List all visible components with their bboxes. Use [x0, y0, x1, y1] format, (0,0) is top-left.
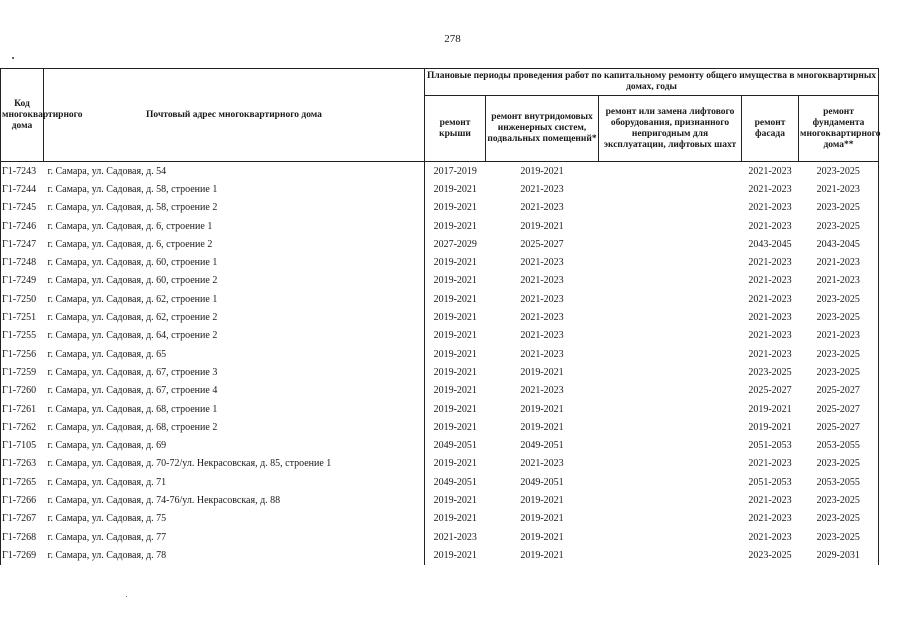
cell-elevator [599, 272, 742, 290]
cell-foundation: 2023-2025 [799, 308, 879, 326]
cell-facade: 2025-2027 [748, 385, 792, 397]
cell-facade: 2021-2023 [748, 513, 792, 525]
cell-code: Г1-7255 [1, 327, 44, 345]
cell-roof: 2019-2021 [433, 513, 477, 525]
cell-systems: 2019-2021 [520, 403, 564, 415]
cell-facade: 2021-2023 [748, 257, 792, 269]
table-row [1, 436, 879, 454]
cell-code: Г1-7265 [1, 473, 44, 491]
cell-systems: 2021-2023 [520, 385, 564, 397]
cell-address: г. Самара, ул. Садовая, д. 67, строение 3 [44, 363, 425, 381]
cell-elevator [599, 510, 742, 528]
cell-roof: 2019-2021 [433, 403, 477, 415]
cell-address: г. Самара, ул. Садовая, д. 58, строение 1 [44, 180, 425, 198]
cell-facade: 2019-2021 [748, 403, 792, 415]
table-row [1, 510, 879, 528]
header-facade: ремонт фасада [742, 96, 799, 162]
cell-code: Г1-7250 [1, 290, 44, 308]
cell-code: Г1-7262 [1, 418, 44, 436]
cell-roof: 2019-2021 [433, 366, 477, 378]
cell-foundation: 2023-2025 [799, 217, 879, 235]
table-row [1, 199, 879, 217]
table-row [1, 491, 879, 509]
cell-code: Г1-7263 [1, 455, 44, 473]
cell-address: г. Самара, ул. Садовая, д. 6, строение 1 [44, 217, 425, 235]
cell-foundation: 2023-2025 [799, 363, 879, 381]
cell-foundation: 2029-2031 [799, 546, 879, 564]
cell-facade: 2021-2023 [748, 348, 792, 360]
cell-roof: 2019-2021 [433, 275, 477, 287]
cell-elevator [599, 546, 742, 564]
cell-facade: 2023-2025 [748, 366, 792, 378]
cell-roof: 2019-2021 [433, 458, 477, 470]
table-row [1, 382, 879, 400]
cell-systems: 2019-2021 [520, 421, 564, 433]
table-row [1, 253, 879, 271]
cell-roof: 2019-2021 [433, 183, 477, 195]
cell-roof: 2019-2021 [433, 330, 477, 342]
cell-code: Г1-7249 [1, 272, 44, 290]
table-row [1, 455, 879, 473]
cell-systems: 2021-2023 [520, 257, 564, 269]
cell-address: г. Самара, ул. Садовая, д. 58, строение 2 [44, 199, 425, 217]
cell-facade: 2021-2023 [748, 165, 792, 177]
cell-systems: 2021-2023 [520, 330, 564, 342]
header-foundation: ремонт фундамента многоквартирного дома** [799, 96, 879, 162]
table-row [1, 345, 879, 363]
cell-address: г. Самара, ул. Садовая, д. 69 [44, 436, 425, 454]
cell-code: Г1-7261 [1, 400, 44, 418]
cell-foundation: 2023-2025 [799, 290, 879, 308]
cell-roof: 2019-2021 [433, 202, 477, 214]
cell-foundation: 2021-2023 [799, 272, 879, 290]
cell-foundation: 2043-2045 [799, 235, 879, 253]
cell-roof: 2027-2029 [433, 238, 477, 250]
cell-code: Г1-7268 [1, 528, 44, 546]
cell-elevator [599, 327, 742, 345]
cell-systems: 2019-2021 [520, 220, 564, 232]
table-row [1, 308, 879, 326]
cell-foundation: 2023-2025 [799, 455, 879, 473]
cell-address: г. Самара, ул. Садовая, д. 64, строение 2 [44, 327, 425, 345]
cell-code: Г1-7267 [1, 510, 44, 528]
cell-address: г. Самара, ул. Садовая, д. 68, строение 1 [44, 400, 425, 418]
cell-roof: 2021-2023 [433, 531, 477, 543]
cell-code: Г1-7243 [1, 162, 44, 181]
header-systems: ремонт внутридомовых инженерных систем, подвальных помещений* [486, 96, 599, 162]
scan-speck [126, 596, 127, 597]
cell-roof: 2019-2021 [433, 348, 477, 360]
cell-foundation: 2023-2025 [799, 199, 879, 217]
cell-foundation: 2025-2027 [799, 418, 879, 436]
table-row [1, 180, 879, 198]
cell-systems: 2019-2021 [520, 513, 564, 525]
cell-code: Г1-7245 [1, 199, 44, 217]
cell-facade: 2051-2053 [748, 440, 792, 452]
cell-facade: 2043-2045 [748, 238, 792, 250]
cell-code: Г1-7269 [1, 546, 44, 564]
cell-systems: 2021-2023 [520, 458, 564, 470]
cell-address: г. Самара, ул. Садовая, д. 65 [44, 345, 425, 363]
cell-foundation: 2025-2027 [799, 400, 879, 418]
cell-foundation: 2023-2025 [799, 528, 879, 546]
cell-address: г. Самара, ул. Садовая, д. 71 [44, 473, 425, 491]
cell-code: Г1-7247 [1, 235, 44, 253]
table-body [1, 162, 879, 565]
cell-code: Г1-7259 [1, 363, 44, 381]
cell-foundation: 2023-2025 [799, 162, 879, 181]
header-address: Почтовый адрес многоквартирного дома [44, 69, 425, 162]
cell-facade: 2021-2023 [748, 531, 792, 543]
cell-systems: 2019-2021 [520, 531, 564, 543]
cell-code: Г1-7260 [1, 382, 44, 400]
cell-facade: 2021-2023 [748, 183, 792, 195]
cell-foundation: 2053-2055 [799, 436, 879, 454]
cell-systems: 2049-2051 [520, 476, 564, 488]
cell-elevator [599, 345, 742, 363]
cell-elevator [599, 290, 742, 308]
cell-facade: 2021-2023 [748, 220, 792, 232]
table-row [1, 400, 879, 418]
cell-roof: 2017-2019 [433, 165, 477, 177]
cell-systems: 2019-2021 [520, 494, 564, 506]
cell-code: Г1-7266 [1, 491, 44, 509]
cell-address: г. Самара, ул. Садовая, д. 67, строение 4 [44, 382, 425, 400]
cell-code: Г1-7244 [1, 180, 44, 198]
table-row [1, 363, 879, 381]
cell-address: г. Самара, ул. Садовая, д. 68, строение 2 [44, 418, 425, 436]
cell-roof: 2019-2021 [433, 421, 477, 433]
cell-elevator [599, 473, 742, 491]
cell-address: г. Самара, ул. Садовая, д. 62, строение 2 [44, 308, 425, 326]
cell-code: Г1-7246 [1, 217, 44, 235]
cell-elevator [599, 235, 742, 253]
cell-elevator [599, 400, 742, 418]
cell-roof: 2019-2021 [433, 257, 477, 269]
cell-systems: 2025-2027 [520, 238, 564, 250]
page-number: 278 [444, 33, 461, 45]
cell-address: г. Самара, ул. Садовая, д. 60, строение 2 [44, 272, 425, 290]
cell-elevator [599, 491, 742, 509]
cell-foundation: 2053-2055 [799, 473, 879, 491]
cell-elevator [599, 217, 742, 235]
capital-repair-schedule-table [0, 68, 879, 565]
cell-systems: 2021-2023 [520, 348, 564, 360]
cell-facade: 2021-2023 [748, 202, 792, 214]
header-elevator: ремонт или замена лифтового оборудования, признанного непригодным для эксплуатации, лифтовых шахт [599, 96, 742, 162]
cell-systems: 2049-2051 [520, 440, 564, 452]
cell-roof: 2019-2021 [433, 494, 477, 506]
cell-elevator [599, 363, 742, 381]
header-planned-periods: Плановые периоды проведения работ по капитальному ремонту общего имущества в многоквартирных домах, годы [425, 69, 879, 96]
cell-foundation: 2025-2027 [799, 382, 879, 400]
cell-systems: 2019-2021 [520, 366, 564, 378]
cell-roof: 2019-2021 [433, 549, 477, 561]
cell-facade: 2021-2023 [748, 312, 792, 324]
cell-code: Г1-7248 [1, 253, 44, 271]
cell-code: Г1-7256 [1, 345, 44, 363]
cell-roof: 2019-2021 [433, 312, 477, 324]
cell-facade: 2021-2023 [748, 275, 792, 287]
cell-code: Г1-7105 [1, 436, 44, 454]
cell-facade: 2021-2023 [748, 494, 792, 506]
cell-address: г. Самара, ул. Садовая, д. 78 [44, 546, 425, 564]
cell-address: г. Самара, ул. Садовая, д. 54 [44, 162, 425, 181]
table-row [1, 418, 879, 436]
header-roof: ремонт крыши [425, 96, 486, 162]
cell-systems: 2021-2023 [520, 312, 564, 324]
cell-foundation: 2021-2023 [799, 327, 879, 345]
cell-address: г. Самара, ул. Садовая, д. 75 [44, 510, 425, 528]
cell-code: Г1-7251 [1, 308, 44, 326]
cell-elevator [599, 455, 742, 473]
table-row [1, 290, 879, 308]
cell-address: г. Самара, ул. Садовая, д. 60, строение 1 [44, 253, 425, 271]
cell-systems: 2021-2023 [520, 275, 564, 287]
cell-facade: 2021-2023 [748, 330, 792, 342]
scan-speck [12, 57, 14, 59]
cell-systems: 2021-2023 [520, 293, 564, 305]
cell-elevator [599, 436, 742, 454]
cell-facade: 2023-2025 [748, 549, 792, 561]
cell-address: г. Самара, ул. Садовая, д. 70-72/ул. Некрасовская, д. 85, строение 1 [44, 455, 425, 473]
cell-roof: 2019-2021 [433, 220, 477, 232]
table-row [1, 235, 879, 253]
header-code: Код многоквартирного дома [1, 69, 44, 162]
table-row [1, 528, 879, 546]
cell-elevator [599, 528, 742, 546]
cell-elevator [599, 308, 742, 326]
cell-elevator [599, 180, 742, 198]
table-row [1, 327, 879, 345]
table-row [1, 272, 879, 290]
cell-address: г. Самара, ул. Садовая, д. 77 [44, 528, 425, 546]
cell-systems: 2021-2023 [520, 183, 564, 195]
cell-elevator [599, 418, 742, 436]
cell-elevator [599, 253, 742, 271]
cell-facade: 2019-2021 [748, 421, 792, 433]
cell-foundation: 2023-2025 [799, 491, 879, 509]
cell-roof: 2019-2021 [433, 293, 477, 305]
cell-foundation: 2023-2025 [799, 345, 879, 363]
table-row [1, 546, 879, 564]
cell-systems: 2021-2023 [520, 202, 564, 214]
cell-elevator [599, 162, 742, 181]
table-row [1, 162, 879, 181]
cell-foundation: 2021-2023 [799, 180, 879, 198]
cell-systems: 2019-2021 [520, 165, 564, 177]
table-row [1, 217, 879, 235]
cell-foundation: 2021-2023 [799, 253, 879, 271]
table-row [1, 473, 879, 491]
cell-roof: 2049-2051 [433, 476, 477, 488]
cell-address: г. Самара, ул. Садовая, д. 62, строение 1 [44, 290, 425, 308]
cell-facade: 2021-2023 [748, 458, 792, 470]
cell-address: г. Самара, ул. Садовая, д. 74-76/ул. Некрасовская, д. 88 [44, 491, 425, 509]
cell-systems: 2019-2021 [520, 549, 564, 561]
cell-roof: 2049-2051 [433, 440, 477, 452]
cell-facade: 2021-2023 [748, 293, 792, 305]
cell-elevator [599, 199, 742, 217]
cell-address: г. Самара, ул. Садовая, д. 6, строение 2 [44, 235, 425, 253]
cell-facade: 2051-2053 [748, 476, 792, 488]
cell-elevator [599, 382, 742, 400]
cell-roof: 2019-2021 [433, 385, 477, 397]
cell-foundation: 2023-2025 [799, 510, 879, 528]
